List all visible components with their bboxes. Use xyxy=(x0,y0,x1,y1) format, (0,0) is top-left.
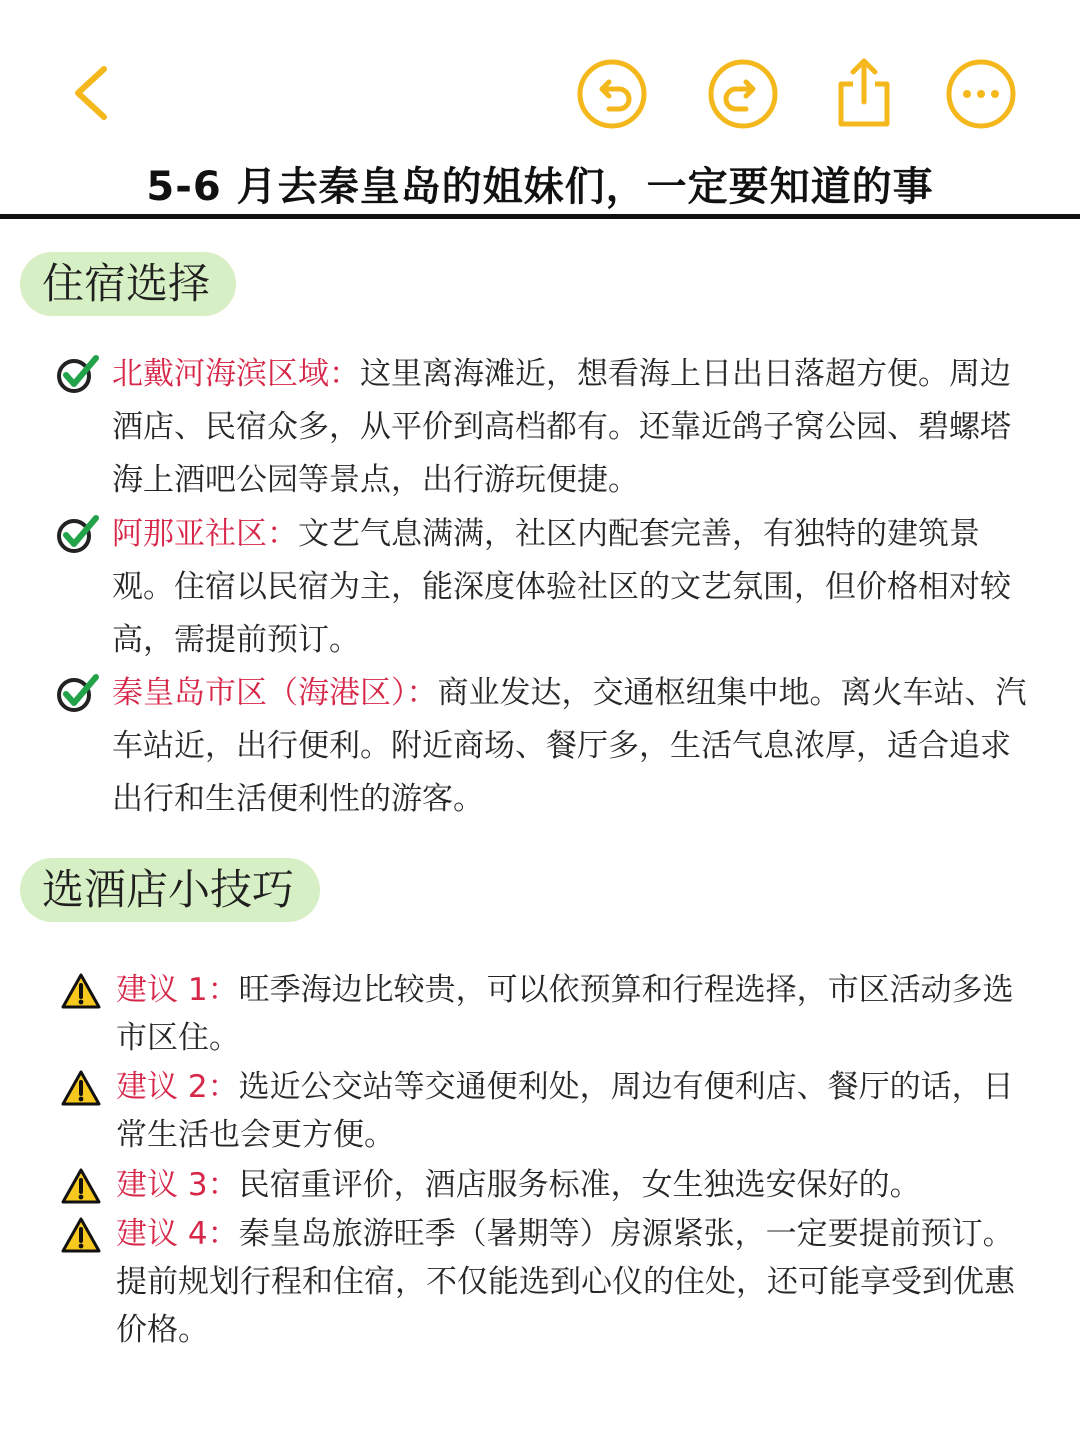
list-item-text xyxy=(112,348,1032,507)
list-item-text xyxy=(112,667,1032,826)
item-label: 北戴河海滨区域： xyxy=(112,356,360,392)
warning-icon xyxy=(60,1216,102,1254)
item-body: 选近公交站等交通便利处，周边有便利店、餐厅的话，日常生活也会更方便。 xyxy=(116,1069,1014,1153)
undo-icon[interactable] xyxy=(576,58,648,130)
item-label: 阿那亚社区： xyxy=(112,516,298,552)
item-body: 这里离海滩近，想看海上日出日落超方便。周边酒店、民宿众多，从平价到高档都有。还靠近鸽子窝公园、碧螺塔海上酒吧公园等景点，出行游玩便捷。 xyxy=(112,356,1011,498)
chevron-left-icon[interactable] xyxy=(60,58,120,128)
warning-icon xyxy=(60,972,102,1010)
item-body: 旺季海边比较贵，可以依预算和行程选择，市区活动多选市区住。 xyxy=(116,972,1014,1056)
list-item-text xyxy=(112,508,1032,667)
item-label: 建议 3： xyxy=(116,1167,239,1203)
page-title: 5-6 月去秦皇岛的姐妹们，一定要知道的事 xyxy=(146,164,934,210)
warning-icon xyxy=(60,1167,102,1205)
check-circle-icon xyxy=(56,514,100,554)
list-item-text xyxy=(116,966,1036,1062)
item-body: 民宿重评价，酒店服务标准，女生独选安保好的。 xyxy=(238,1167,921,1203)
section-heading-accommodation: 住宿选择 xyxy=(20,252,236,316)
item-body: 秦皇岛旅游旺季（暑期等）房源紧张，一定要提前预订。提前规划行程和住宿，不仅能选到心仪的住处，还可能享受到优惠价格。 xyxy=(116,1216,1015,1348)
top-toolbar xyxy=(0,0,1080,150)
share-icon[interactable] xyxy=(830,54,898,130)
item-body: 文艺气息满满，社区内配套完善，有独特的建筑景观。住宿以民宿为主，能深度体验社区的文艺氛围，但价格相对较高，需提前预订。 xyxy=(112,516,1011,658)
item-label: 建议 2： xyxy=(116,1069,239,1105)
item-label: 秦皇岛市区（海港区）： xyxy=(112,675,438,711)
list-item-text xyxy=(116,1161,1036,1209)
item-label: 建议 1： xyxy=(116,972,239,1008)
item-body: 商业发达，交通枢纽集中地。离火车站、汽车站近，出行便利。附近商场、餐厅多，生活气息浓厚，适合追求出行和生活便利性的游客。 xyxy=(112,675,1027,817)
warning-icon xyxy=(60,1069,102,1107)
more-icon[interactable] xyxy=(945,58,1017,130)
title-divider xyxy=(0,214,1080,219)
redo-icon[interactable] xyxy=(707,58,779,130)
check-circle-icon xyxy=(56,673,100,713)
section-heading-hotel-tips: 选酒店小技巧 xyxy=(20,858,320,922)
check-circle-icon xyxy=(56,354,100,394)
item-label: 建议 4： xyxy=(116,1216,239,1252)
list-item-text xyxy=(116,1063,1036,1159)
list-item-text xyxy=(116,1210,1036,1354)
